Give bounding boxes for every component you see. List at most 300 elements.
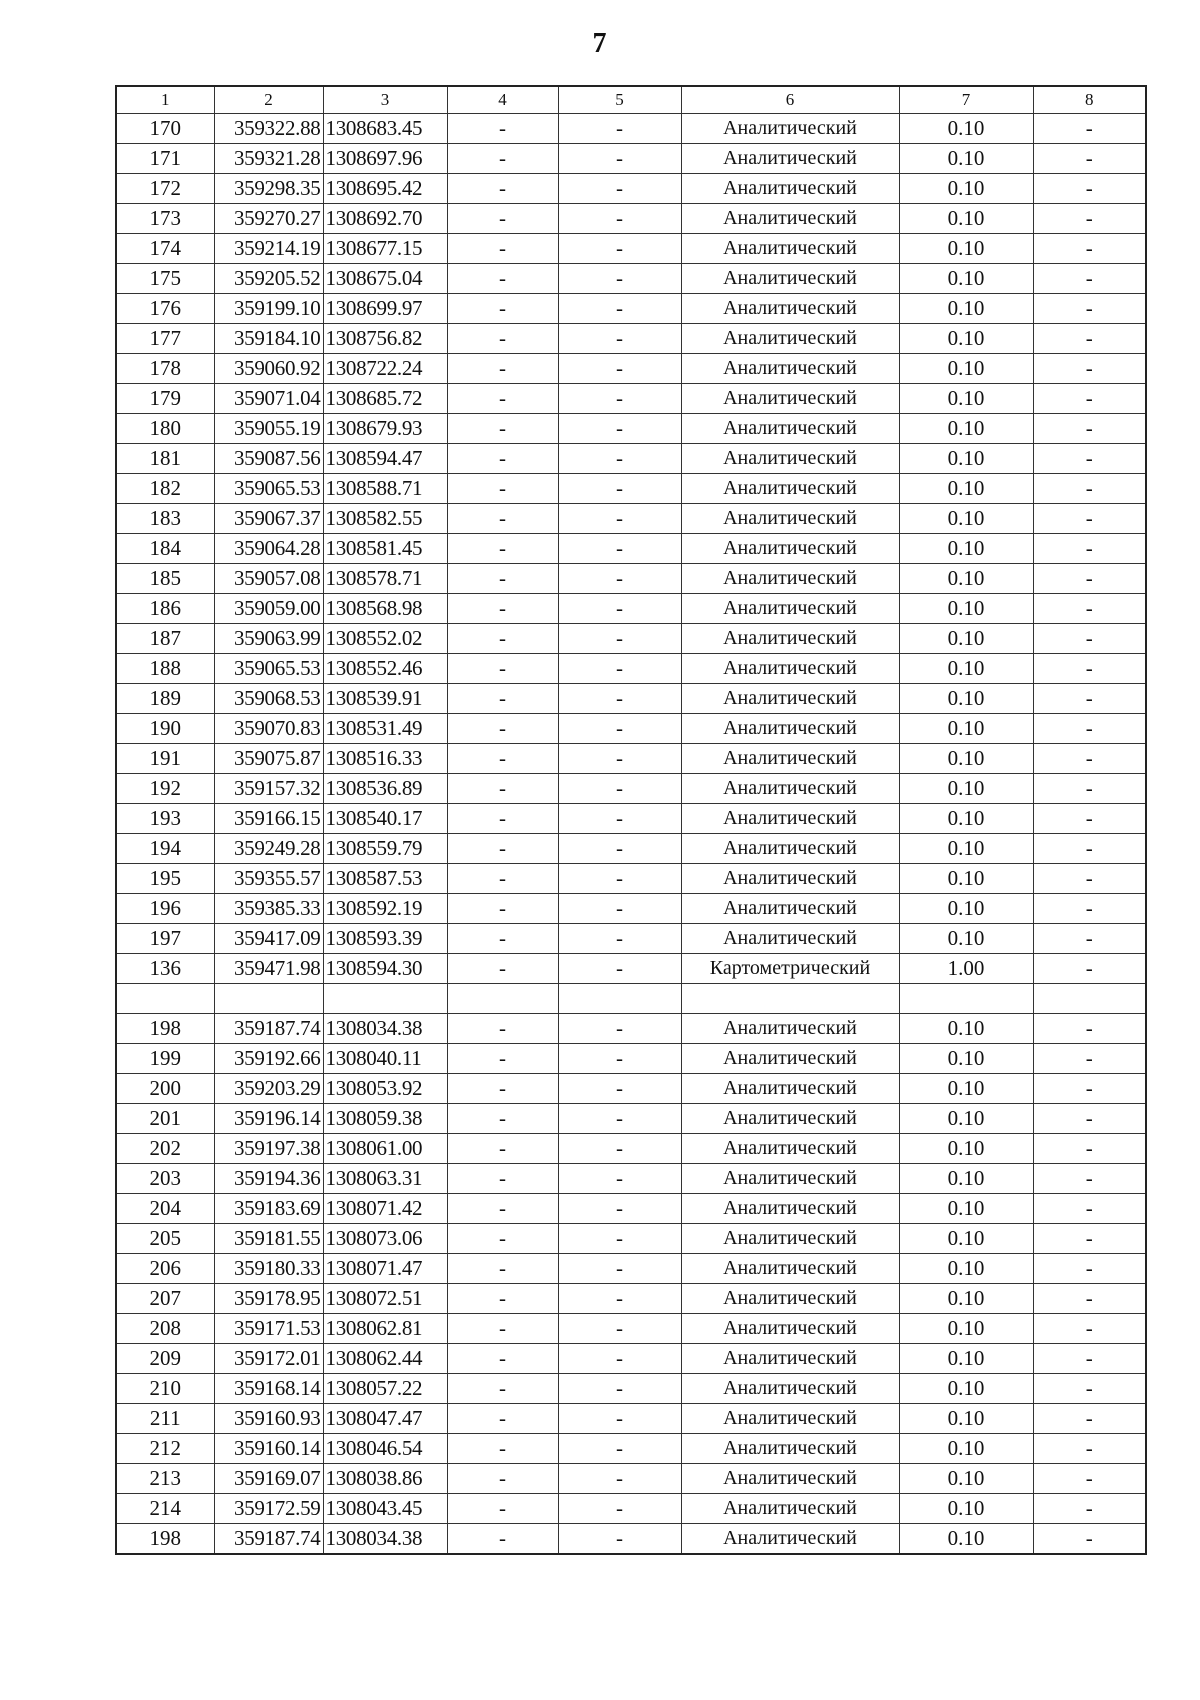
column-header-3: 3 — [323, 86, 447, 114]
column-5-cell: - — [558, 594, 681, 624]
column-8-cell: - — [1033, 1014, 1146, 1044]
column-5-cell: - — [558, 204, 681, 234]
method-cell: Аналитический — [681, 294, 899, 324]
x-coordinate-cell: 359249.28 — [214, 834, 323, 864]
y-coordinate-cell: 1308594.30 — [323, 954, 447, 984]
method-cell: Аналитический — [681, 1074, 899, 1104]
column-8-cell: - — [1033, 1164, 1146, 1194]
point-number-cell: 171 — [116, 144, 214, 174]
table-row — [116, 474, 1146, 504]
column-5-cell: - — [558, 774, 681, 804]
method-cell: Картометрический — [681, 954, 899, 984]
method-cell: Аналитический — [681, 1044, 899, 1074]
column-8-cell: - — [1033, 354, 1146, 384]
point-number-cell: 197 — [116, 924, 214, 954]
column-4-cell: - — [447, 714, 558, 744]
column-4-cell: - — [447, 354, 558, 384]
accuracy-cell: 0.10 — [899, 474, 1033, 504]
column-header-6: 6 — [681, 86, 899, 114]
x-coordinate-cell: 359070.83 — [214, 714, 323, 744]
point-number-cell: 212 — [116, 1434, 214, 1464]
x-coordinate-cell: 359298.35 — [214, 174, 323, 204]
column-8-cell: - — [1033, 1134, 1146, 1164]
column-5-cell: - — [558, 294, 681, 324]
column-5-cell: - — [558, 1044, 681, 1074]
accuracy-cell: 0.10 — [899, 324, 1033, 354]
y-coordinate-cell: 1308685.72 — [323, 384, 447, 414]
column-4-cell: - — [447, 1284, 558, 1314]
column-8-cell: - — [1033, 804, 1146, 834]
table-row — [116, 1344, 1146, 1374]
column-4-cell: - — [447, 234, 558, 264]
column-8-cell: - — [1033, 294, 1146, 324]
accuracy-cell: 0.10 — [899, 1494, 1033, 1524]
accuracy-cell: 0.10 — [899, 384, 1033, 414]
column-5-cell: - — [558, 684, 681, 714]
column-5-cell: - — [558, 264, 681, 294]
accuracy-cell: 0.10 — [899, 1164, 1033, 1194]
table-row — [116, 1014, 1146, 1044]
accuracy-cell: 0.10 — [899, 624, 1033, 654]
point-number-cell: 174 — [116, 234, 214, 264]
table-row — [116, 1194, 1146, 1224]
column-8-cell: - — [1033, 714, 1146, 744]
x-coordinate-cell: 359355.57 — [214, 864, 323, 894]
method-cell: Аналитический — [681, 894, 899, 924]
table-row — [116, 384, 1146, 414]
column-8-cell: - — [1033, 1314, 1146, 1344]
point-number-cell: 188 — [116, 654, 214, 684]
column-5-cell: - — [558, 1224, 681, 1254]
y-coordinate-cell: 1308046.54 — [323, 1434, 447, 1464]
y-coordinate-cell: 1308071.42 — [323, 1194, 447, 1224]
column-5-cell: - — [558, 414, 681, 444]
x-coordinate-cell: 359178.95 — [214, 1284, 323, 1314]
method-cell: Аналитический — [681, 1524, 899, 1555]
point-number-cell: 207 — [116, 1284, 214, 1314]
column-8-cell: - — [1033, 1224, 1146, 1254]
x-coordinate-cell: 359166.15 — [214, 804, 323, 834]
point-number-cell: 211 — [116, 1404, 214, 1434]
column-4-cell: - — [447, 174, 558, 204]
column-header-7: 7 — [899, 86, 1033, 114]
accuracy-cell: 0.10 — [899, 1524, 1033, 1555]
method-cell: Аналитический — [681, 354, 899, 384]
y-coordinate-cell: 1308072.51 — [323, 1284, 447, 1314]
method-cell: Аналитический — [681, 414, 899, 444]
column-5-cell: - — [558, 894, 681, 924]
method-cell: Аналитический — [681, 144, 899, 174]
x-coordinate-cell: 359214.19 — [214, 234, 323, 264]
column-5-cell: - — [558, 1494, 681, 1524]
point-number-cell: 186 — [116, 594, 214, 624]
y-coordinate-cell: 1308053.92 — [323, 1074, 447, 1104]
column-8-cell: - — [1033, 1434, 1146, 1464]
column-4-cell: - — [447, 834, 558, 864]
y-coordinate-cell: 1308043.45 — [323, 1494, 447, 1524]
accuracy-cell: 0.10 — [899, 1254, 1033, 1284]
point-number-cell: 205 — [116, 1224, 214, 1254]
column-8-cell: - — [1033, 1074, 1146, 1104]
x-coordinate-cell: 359184.10 — [214, 324, 323, 354]
point-number-cell: 206 — [116, 1254, 214, 1284]
column-4-cell: - — [447, 264, 558, 294]
accuracy-cell: 0.10 — [899, 1014, 1033, 1044]
column-8-cell: - — [1033, 174, 1146, 204]
method-cell: Аналитический — [681, 864, 899, 894]
point-number-cell: 136 — [116, 954, 214, 984]
x-coordinate-cell: 359194.36 — [214, 1164, 323, 1194]
y-coordinate-cell: 1308071.47 — [323, 1254, 447, 1284]
x-coordinate-cell: 359196.14 — [214, 1104, 323, 1134]
y-coordinate-cell: 1308034.38 — [323, 1524, 447, 1555]
table-row — [116, 174, 1146, 204]
column-4-cell: - — [447, 654, 558, 684]
x-coordinate-cell: 359071.04 — [214, 384, 323, 414]
column-8-cell: - — [1033, 144, 1146, 174]
y-coordinate-cell: 1308059.38 — [323, 1104, 447, 1134]
point-number-cell: 187 — [116, 624, 214, 654]
y-coordinate-cell: 1308683.45 — [323, 114, 447, 144]
table-row — [116, 504, 1146, 534]
table-row — [116, 564, 1146, 594]
x-coordinate-cell: 359157.32 — [214, 774, 323, 804]
table-row — [116, 1134, 1146, 1164]
column-8-cell: - — [1033, 1284, 1146, 1314]
accuracy-cell: 0.10 — [899, 864, 1033, 894]
column-4-cell: - — [447, 624, 558, 654]
column-4-cell: - — [447, 1014, 558, 1044]
column-4-cell: - — [447, 744, 558, 774]
column-4-cell — [447, 984, 558, 1014]
x-coordinate-cell: 359199.10 — [214, 294, 323, 324]
column-8-cell: - — [1033, 114, 1146, 144]
point-number-cell: 185 — [116, 564, 214, 594]
x-coordinate-cell: 359171.53 — [214, 1314, 323, 1344]
column-8-cell: - — [1033, 204, 1146, 234]
column-header-1: 1 — [116, 86, 214, 114]
x-coordinate-cell: 359057.08 — [214, 564, 323, 594]
point-number-cell: 198 — [116, 1014, 214, 1044]
method-cell: Аналитический — [681, 114, 899, 144]
point-number-cell: 202 — [116, 1134, 214, 1164]
column-8-cell: - — [1033, 894, 1146, 924]
y-coordinate-cell: 1308552.46 — [323, 654, 447, 684]
x-coordinate-cell: 359187.74 — [214, 1014, 323, 1044]
column-5-cell: - — [558, 474, 681, 504]
column-5-cell: - — [558, 1104, 681, 1134]
column-5-cell: - — [558, 354, 681, 384]
column-4-cell: - — [447, 1434, 558, 1464]
column-8-cell: - — [1033, 924, 1146, 954]
x-coordinate-cell: 359160.14 — [214, 1434, 323, 1464]
y-coordinate-cell: 1308034.38 — [323, 1014, 447, 1044]
column-4-cell: - — [447, 1074, 558, 1104]
accuracy-cell: 0.10 — [899, 744, 1033, 774]
x-coordinate-cell: 359060.92 — [214, 354, 323, 384]
column-5-cell: - — [558, 1464, 681, 1494]
point-number-cell: 203 — [116, 1164, 214, 1194]
point-number-cell: 183 — [116, 504, 214, 534]
y-coordinate-cell: 1308040.11 — [323, 1044, 447, 1074]
page-number: 7 — [592, 28, 608, 59]
table-row — [116, 1224, 1146, 1254]
table-row — [116, 954, 1146, 984]
column-8-cell: - — [1033, 654, 1146, 684]
method-cell: Аналитический — [681, 774, 899, 804]
column-4-cell: - — [447, 1104, 558, 1134]
method-cell: Аналитический — [681, 1104, 899, 1134]
point-number-cell: 193 — [116, 804, 214, 834]
y-coordinate-cell: 1308679.93 — [323, 414, 447, 444]
y-coordinate-cell: 1308552.02 — [323, 624, 447, 654]
y-coordinate-cell: 1308063.31 — [323, 1164, 447, 1194]
x-coordinate-cell: 359471.98 — [214, 954, 323, 984]
x-coordinate-cell: 359168.14 — [214, 1374, 323, 1404]
y-coordinate-cell: 1308756.82 — [323, 324, 447, 354]
accuracy-cell: 0.10 — [899, 834, 1033, 864]
column-4-cell: - — [447, 1134, 558, 1164]
column-4-cell: - — [447, 594, 558, 624]
x-coordinate-cell: 359187.74 — [214, 1524, 323, 1555]
table-row — [116, 594, 1146, 624]
column-8-cell: - — [1033, 774, 1146, 804]
point-number-cell: 177 — [116, 324, 214, 354]
accuracy-cell: 0.10 — [899, 174, 1033, 204]
table-row — [116, 294, 1146, 324]
y-coordinate-cell: 1308559.79 — [323, 834, 447, 864]
point-number-cell: 172 — [116, 174, 214, 204]
column-8-cell: - — [1033, 834, 1146, 864]
column-4-cell: - — [447, 1404, 558, 1434]
x-coordinate-cell: 359059.00 — [214, 594, 323, 624]
column-4-cell: - — [447, 1494, 558, 1524]
column-5-cell: - — [558, 1134, 681, 1164]
method-cell: Аналитический — [681, 1404, 899, 1434]
y-coordinate-cell: 1308587.53 — [323, 864, 447, 894]
accuracy-cell: 0.10 — [899, 774, 1033, 804]
column-header-2: 2 — [214, 86, 323, 114]
method-cell: Аналитический — [681, 1314, 899, 1344]
table-row — [116, 774, 1146, 804]
accuracy-cell: 0.10 — [899, 1464, 1033, 1494]
y-coordinate-cell: 1308536.89 — [323, 774, 447, 804]
accuracy-cell: 0.10 — [899, 1404, 1033, 1434]
table-row — [116, 744, 1146, 774]
column-4-cell: - — [447, 774, 558, 804]
column-4-cell: - — [447, 564, 558, 594]
column-4-cell: - — [447, 1194, 558, 1224]
method-cell: Аналитический — [681, 264, 899, 294]
x-coordinate-cell: 359065.53 — [214, 474, 323, 504]
column-8-cell: - — [1033, 1194, 1146, 1224]
accuracy-cell: 0.10 — [899, 714, 1033, 744]
accuracy-cell: 0.10 — [899, 264, 1033, 294]
y-coordinate-cell: 1308592.19 — [323, 894, 447, 924]
x-coordinate-cell: 359197.38 — [214, 1134, 323, 1164]
method-cell: Аналитический — [681, 1284, 899, 1314]
x-coordinate-cell: 359322.88 — [214, 114, 323, 144]
column-5-cell: - — [558, 1344, 681, 1374]
point-number-cell: 200 — [116, 1074, 214, 1104]
column-4-cell: - — [447, 954, 558, 984]
method-cell: Аналитический — [681, 1224, 899, 1254]
y-coordinate-cell: 1308516.33 — [323, 744, 447, 774]
table-row — [116, 264, 1146, 294]
table-row — [116, 684, 1146, 714]
point-number-cell: 180 — [116, 414, 214, 444]
column-4-cell: - — [447, 1044, 558, 1074]
method-cell: Аналитический — [681, 1134, 899, 1164]
column-4-cell: - — [447, 1524, 558, 1555]
x-coordinate-cell: 359181.55 — [214, 1224, 323, 1254]
column-8-cell: - — [1033, 384, 1146, 414]
column-8-cell: - — [1033, 414, 1146, 444]
point-number-cell: 199 — [116, 1044, 214, 1074]
y-coordinate-cell: 1308675.04 — [323, 264, 447, 294]
y-coordinate-cell: 1308692.70 — [323, 204, 447, 234]
column-8-cell: - — [1033, 684, 1146, 714]
column-5-cell: - — [558, 654, 681, 684]
accuracy-cell: 0.10 — [899, 1314, 1033, 1344]
point-number-cell: 170 — [116, 114, 214, 144]
accuracy-cell: 0.10 — [899, 114, 1033, 144]
accuracy-cell: 0.10 — [899, 444, 1033, 474]
table-row — [116, 1464, 1146, 1494]
accuracy-cell: 1.00 — [899, 954, 1033, 984]
column-8-cell: - — [1033, 264, 1146, 294]
accuracy-cell: 0.10 — [899, 1044, 1033, 1074]
x-coordinate-cell: 359321.28 — [214, 144, 323, 174]
method-cell: Аналитический — [681, 1374, 899, 1404]
table-row — [116, 1164, 1146, 1194]
column-8-cell: - — [1033, 864, 1146, 894]
y-coordinate-cell: 1308578.71 — [323, 564, 447, 594]
column-5-cell: - — [558, 1524, 681, 1555]
accuracy-cell: 0.10 — [899, 1104, 1033, 1134]
column-5-cell: - — [558, 564, 681, 594]
column-5-cell: - — [558, 1374, 681, 1404]
point-number-cell: 214 — [116, 1494, 214, 1524]
method-cell: Аналитический — [681, 1014, 899, 1044]
column-5-cell: - — [558, 1164, 681, 1194]
column-5-cell — [558, 984, 681, 1014]
point-number-cell: 190 — [116, 714, 214, 744]
y-coordinate-cell: 1308695.42 — [323, 174, 447, 204]
method-cell — [681, 984, 899, 1014]
column-8-cell: - — [1033, 1044, 1146, 1074]
x-coordinate-cell: 359087.56 — [214, 444, 323, 474]
column-4-cell: - — [447, 1344, 558, 1374]
point-number-cell: 210 — [116, 1374, 214, 1404]
column-4-cell: - — [447, 144, 558, 174]
table-row — [116, 114, 1146, 144]
column-4-cell: - — [447, 444, 558, 474]
table-row — [116, 924, 1146, 954]
column-8-cell: - — [1033, 1404, 1146, 1434]
method-cell: Аналитический — [681, 534, 899, 564]
column-5-cell: - — [558, 324, 681, 354]
accuracy-cell: 0.10 — [899, 684, 1033, 714]
method-cell: Аналитический — [681, 714, 899, 744]
y-coordinate-cell: 1308677.15 — [323, 234, 447, 264]
table-row — [116, 204, 1146, 234]
column-4-cell: - — [447, 384, 558, 414]
accuracy-cell: 0.10 — [899, 564, 1033, 594]
table-row — [116, 1314, 1146, 1344]
column-8-cell: - — [1033, 1524, 1146, 1555]
column-4-cell: - — [447, 1224, 558, 1254]
column-5-cell: - — [558, 834, 681, 864]
accuracy-cell: 0.10 — [899, 1194, 1033, 1224]
column-8-cell: - — [1033, 1104, 1146, 1134]
method-cell: Аналитический — [681, 744, 899, 774]
column-4-cell: - — [447, 1314, 558, 1344]
accuracy-cell: 0.10 — [899, 534, 1033, 564]
y-coordinate-cell: 1308588.71 — [323, 474, 447, 504]
table-row — [116, 654, 1146, 684]
method-cell: Аналитический — [681, 1254, 899, 1284]
point-number-cell: 182 — [116, 474, 214, 504]
accuracy-cell — [899, 984, 1033, 1014]
table-row — [116, 534, 1146, 564]
x-coordinate-cell: 359270.27 — [214, 204, 323, 234]
table-row — [116, 1044, 1146, 1074]
point-number-cell: 179 — [116, 384, 214, 414]
accuracy-cell: 0.10 — [899, 1134, 1033, 1164]
column-4-cell: - — [447, 204, 558, 234]
y-coordinate-cell — [323, 984, 447, 1014]
column-5-cell: - — [558, 384, 681, 414]
column-5-cell: - — [558, 624, 681, 654]
accuracy-cell: 0.10 — [899, 504, 1033, 534]
column-8-cell: - — [1033, 1344, 1146, 1374]
table-row — [116, 1524, 1146, 1555]
column-5-cell: - — [558, 234, 681, 264]
point-number-cell: 201 — [116, 1104, 214, 1134]
column-8-cell: - — [1033, 474, 1146, 504]
column-header-5: 5 — [558, 86, 681, 114]
y-coordinate-cell: 1308539.91 — [323, 684, 447, 714]
column-4-cell: - — [447, 1164, 558, 1194]
accuracy-cell: 0.10 — [899, 204, 1033, 234]
method-cell: Аналитический — [681, 834, 899, 864]
x-coordinate-cell: 359385.33 — [214, 894, 323, 924]
column-5-cell: - — [558, 1434, 681, 1464]
table-row — [116, 864, 1146, 894]
column-8-cell: - — [1033, 594, 1146, 624]
accuracy-cell: 0.10 — [899, 1374, 1033, 1404]
column-8-cell: - — [1033, 954, 1146, 984]
method-cell: Аналитический — [681, 1494, 899, 1524]
x-coordinate-cell: 359192.66 — [214, 1044, 323, 1074]
x-coordinate-cell: 359160.93 — [214, 1404, 323, 1434]
y-coordinate-cell: 1308061.00 — [323, 1134, 447, 1164]
y-coordinate-cell: 1308699.97 — [323, 294, 447, 324]
accuracy-cell: 0.10 — [899, 1284, 1033, 1314]
column-5-cell: - — [558, 864, 681, 894]
accuracy-cell: 0.10 — [899, 354, 1033, 384]
table-header — [116, 86, 1146, 114]
x-coordinate-cell: 359172.59 — [214, 1494, 323, 1524]
method-cell: Аналитический — [681, 1464, 899, 1494]
accuracy-cell: 0.10 — [899, 1074, 1033, 1104]
column-5-cell: - — [558, 114, 681, 144]
x-coordinate-cell: 359067.37 — [214, 504, 323, 534]
y-coordinate-cell: 1308722.24 — [323, 354, 447, 384]
method-cell: Аналитический — [681, 174, 899, 204]
column-5-cell: - — [558, 534, 681, 564]
